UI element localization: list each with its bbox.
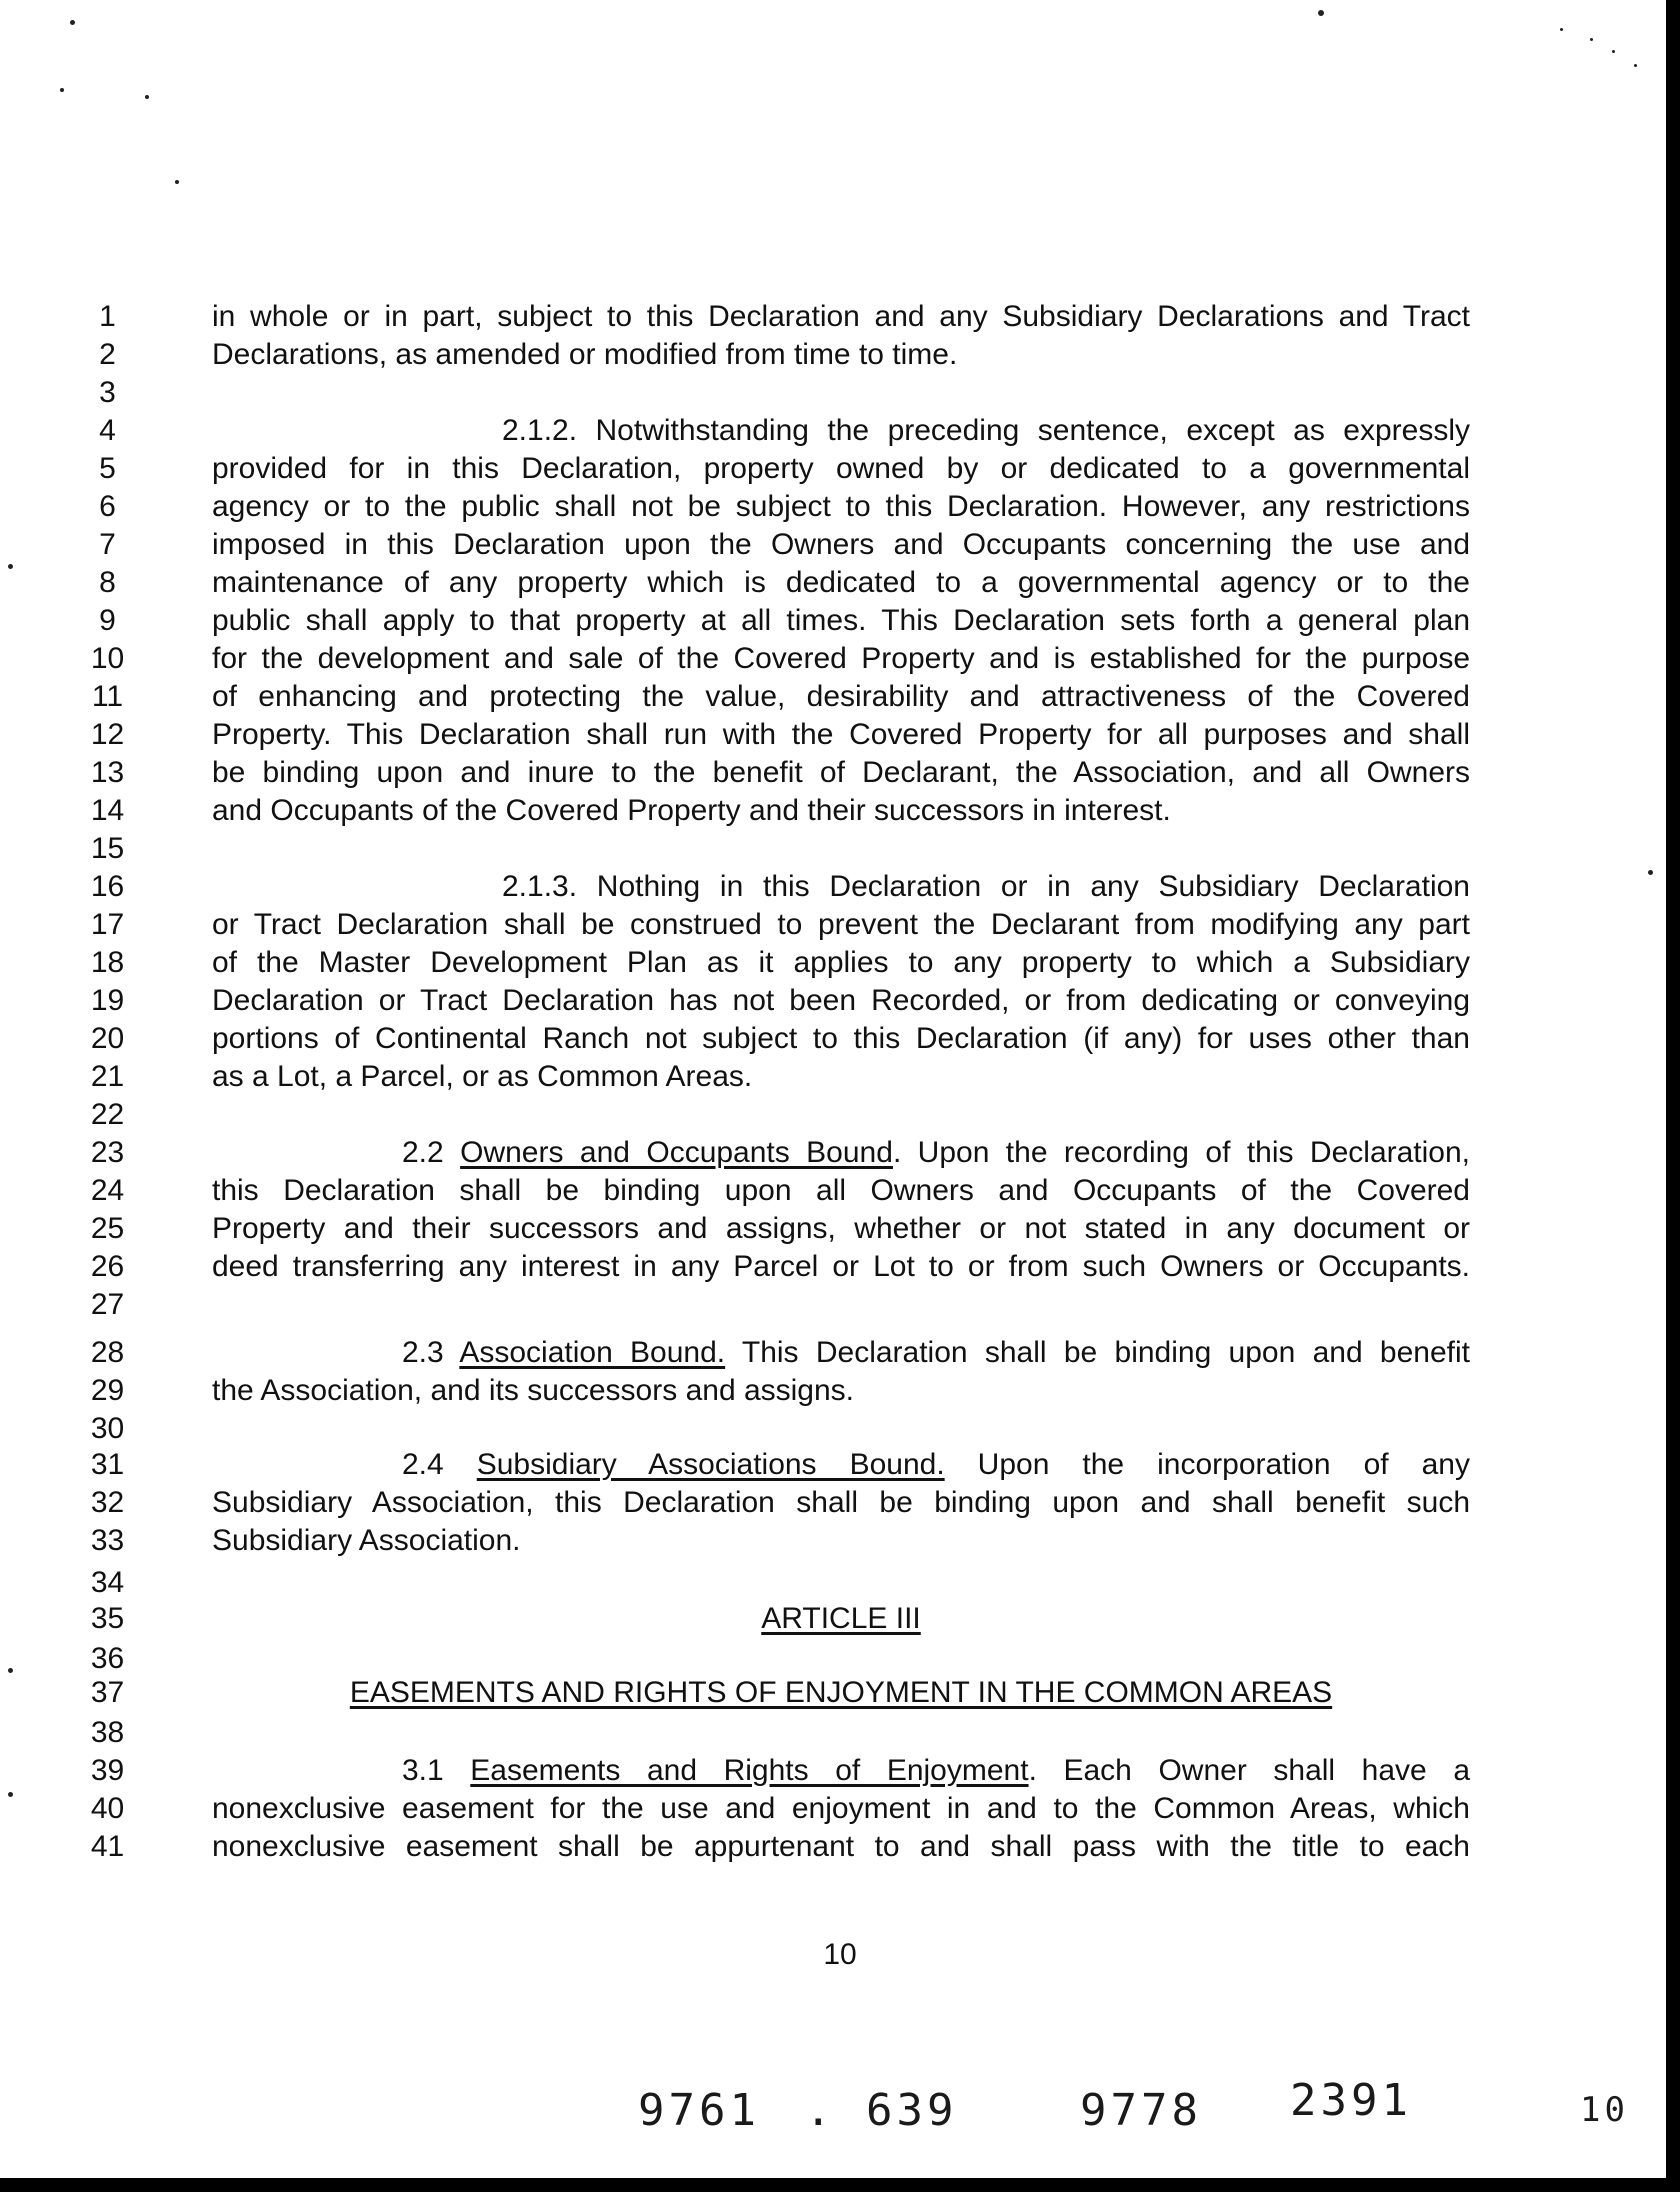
- scan-speck: [1560, 28, 1563, 31]
- line-row-20: [0, 1020, 1680, 1058]
- line-number: 38: [90, 1716, 125, 1749]
- page-number: 10: [823, 1938, 857, 1971]
- section-text: This Declaration shall be binding upon and benefit: [725, 1336, 1470, 1369]
- line-number: 18: [90, 946, 125, 979]
- section-heading: Association Bound.: [459, 1336, 726, 1369]
- line-row-29: [0, 1372, 1680, 1410]
- line-number: 3: [99, 376, 116, 409]
- line-text: maintenance of any property which is dedicated to a governmental agency or to the: [212, 566, 1470, 599]
- line-row-32: [0, 1484, 1680, 1522]
- line-row-18: [0, 944, 1680, 982]
- line-number: 2: [99, 338, 116, 371]
- line-number: 41: [90, 1830, 125, 1863]
- line-number: 28: [90, 1336, 125, 1369]
- line-row-23: [0, 1134, 1680, 1172]
- line-number: 39: [90, 1754, 125, 1787]
- line-text: be binding upon and inure to the benefit of Declarant, the Association, and all Owners: [212, 756, 1470, 789]
- line-row-6: [0, 488, 1680, 526]
- scan-speck: [8, 1792, 13, 1797]
- line-row-9: [0, 602, 1680, 640]
- line-text: nonexclusive easement for the use and enjoyment in and to the Common Areas, which: [212, 1792, 1470, 1825]
- scan-speck: [1612, 50, 1615, 53]
- line-number: 7: [99, 528, 116, 561]
- line-number: 22: [90, 1098, 125, 1131]
- line-number: 31: [90, 1448, 125, 1481]
- section-number: 2.2: [402, 1136, 461, 1169]
- line-text: for the development and sale of the Covered Property and is established for the purpose: [212, 642, 1470, 675]
- scan-speck: [145, 95, 149, 99]
- line-row-33: [0, 1522, 1680, 1560]
- line-row-28: [0, 1334, 1680, 1372]
- line-number: 32: [90, 1486, 125, 1519]
- line-row-36: [0, 1640, 1680, 1678]
- line-row-13: [0, 754, 1680, 792]
- line-number: 25: [90, 1212, 125, 1245]
- scan-speck: [1634, 64, 1637, 67]
- line-number: 15: [90, 832, 125, 865]
- line-text: [402, 1446, 1470, 1484]
- bates-stamp-4: 2391: [1290, 2075, 1412, 2126]
- line-number: 21: [90, 1060, 125, 1093]
- bates-stamp-2: . 639: [805, 2085, 958, 2136]
- line-row-35: [0, 1600, 1680, 1638]
- line-row-2: [0, 336, 1680, 374]
- line-row-27: [0, 1286, 1680, 1324]
- line-row-31: [0, 1446, 1680, 1484]
- scan-speck: [1318, 10, 1324, 16]
- line-number: 26: [90, 1250, 125, 1283]
- line-row-14: [0, 792, 1680, 830]
- line-text: nonexclusive easement shall be appurtenant to and shall pass with the title to each: [212, 1830, 1470, 1863]
- line-row-19: [0, 982, 1680, 1020]
- line-number: 23: [90, 1136, 125, 1169]
- line-number: 40: [90, 1792, 125, 1825]
- line-row-26: [0, 1248, 1680, 1286]
- line-number: 36: [90, 1642, 125, 1675]
- line-number: 1: [99, 300, 116, 333]
- section-heading: Easements and Rights of Enjoyment: [470, 1754, 1029, 1787]
- line-number: 24: [90, 1174, 125, 1207]
- line-text: deed transferring any interest in any Parcel or Lot to or from such Owners or Occupants.: [212, 1250, 1470, 1283]
- line-row-5: [0, 450, 1680, 488]
- line-number: 33: [90, 1524, 125, 1557]
- line-row-39: [0, 1752, 1680, 1790]
- section-number: 2.3: [402, 1336, 460, 1369]
- line-row-25: [0, 1210, 1680, 1248]
- line-row-30: [0, 1410, 1680, 1448]
- line-number: 12: [90, 718, 125, 751]
- line-text: Subsidiary Association.: [212, 1524, 521, 1557]
- article-heading: EASEMENTS AND RIGHTS OF ENJOYMENT IN THE COMMON AREAS: [349, 1676, 1333, 1709]
- article-title: ARTICLE III: [761, 1602, 921, 1635]
- scan-speck: [70, 20, 75, 25]
- line-text: Property and their successors and assigns, whether or not stated in any document or: [212, 1212, 1470, 1245]
- line-row-34: [0, 1564, 1680, 1602]
- line-row-40: [0, 1790, 1680, 1828]
- line-number: 34: [90, 1566, 125, 1599]
- line-text: of the Master Development Plan as it applies to any property to which a Subsidiary: [212, 946, 1470, 979]
- line-row-24: [0, 1172, 1680, 1210]
- line-number: 14: [90, 794, 125, 827]
- line-row-22: [0, 1096, 1680, 1134]
- scan-speck: [8, 564, 13, 569]
- line-row-3: [0, 374, 1680, 412]
- line-row-41: [0, 1828, 1680, 1866]
- line-number: 6: [99, 490, 116, 523]
- line-number: 19: [90, 984, 125, 1017]
- line-text: Subsidiary Association, this Declaration shall be binding upon and shall benefit such: [212, 1486, 1470, 1519]
- line-text: Declaration or Tract Declaration has not been Recorded, or from dedicating or conveying: [212, 984, 1470, 1017]
- line-text: public shall apply to that property at all times. This Declaration sets forth a general plan: [212, 604, 1470, 637]
- line-number: 16: [90, 870, 125, 903]
- line-text: in whole or in part, subject to this Declaration and any Subsidiary Declarations and Tract: [212, 300, 1470, 333]
- section-heading: Subsidiary Associations Bound.: [476, 1448, 945, 1481]
- line-text: [402, 1134, 1470, 1172]
- line-row-11: [0, 678, 1680, 716]
- line-number: 29: [90, 1374, 125, 1407]
- line-text: Declarations, as amended or modified from time to time.: [212, 338, 958, 371]
- line-number: 10: [90, 642, 125, 675]
- line-number: 30: [90, 1412, 125, 1445]
- line-text: imposed in this Declaration upon the Owners and Occupants concerning the use and: [212, 528, 1470, 561]
- scan-speck: [175, 180, 179, 184]
- section-heading: Owners and Occupants Bound: [460, 1136, 893, 1169]
- line-text: and Occupants of the Covered Property and their successors in interest.: [212, 794, 1171, 827]
- line-row-37: [0, 1674, 1680, 1712]
- line-row-15: [0, 830, 1680, 868]
- line-number: 9: [99, 604, 116, 637]
- line-row-17: [0, 906, 1680, 944]
- line-text: 2.1.2. Notwithstanding the preceding sentence, except as expressly: [502, 414, 1470, 447]
- scan-speck: [1590, 38, 1593, 41]
- line-number: 4: [99, 414, 116, 447]
- line-row-4: [0, 412, 1680, 450]
- line-text: [402, 1752, 1470, 1790]
- line-text: agency or to the public shall not be subject to this Declaration. However, any restrictions: [212, 490, 1470, 523]
- section-text: Upon the incorporation of any: [944, 1448, 1470, 1481]
- line-text: as a Lot, a Parcel, or as Common Areas.: [212, 1060, 753, 1093]
- line-row-21: [0, 1058, 1680, 1096]
- line-text: 2.1.3. Nothing in this Declaration or in any Subsidiary Declaration: [502, 870, 1470, 903]
- line-row-7: [0, 526, 1680, 564]
- line-number: 8: [99, 566, 116, 599]
- line-row-16: [0, 868, 1680, 906]
- line-number: 35: [90, 1602, 125, 1635]
- section-text: . Upon the recording of this Declaration,: [892, 1136, 1471, 1169]
- bates-stamp-1: 9761: [638, 2085, 760, 2136]
- line-row-8: [0, 564, 1680, 602]
- line-text: of enhancing and protecting the value, desirability and attractiveness of the Covered: [212, 680, 1470, 713]
- line-text: this Declaration shall be binding upon all Owners and Occupants of the Covered: [212, 1174, 1470, 1207]
- line-text: provided for in this Declaration, property owned by or dedicated to a governmental: [212, 452, 1470, 485]
- line-row-38: [0, 1714, 1680, 1752]
- line-text: [402, 1334, 1470, 1372]
- line-number: 37: [90, 1676, 125, 1709]
- line-number: 13: [90, 756, 125, 789]
- line-text: or Tract Declaration shall be construed to prevent the Declarant from modifying any part: [212, 908, 1470, 941]
- bates-stamp-3: 9778: [1080, 2085, 1202, 2136]
- page-stamp: 10: [1580, 2090, 1629, 2130]
- scan-speck: [1648, 870, 1653, 875]
- line-row-10: [0, 640, 1680, 678]
- line-number: 20: [90, 1022, 125, 1055]
- line-text: portions of Continental Ranch not subject to this Declaration (if any) for uses other than: [212, 1022, 1470, 1055]
- section-number: 2.4: [402, 1448, 477, 1481]
- section-text: . Each Owner shall have a: [1028, 1754, 1470, 1787]
- line-row-12: [0, 716, 1680, 754]
- line-row-1: [0, 298, 1680, 336]
- line-number: 11: [91, 680, 124, 713]
- line-text: the Association, and its successors and assigns.: [212, 1374, 855, 1407]
- scan-speck: [8, 1668, 13, 1673]
- line-number: 5: [99, 452, 116, 485]
- line-text: Property. This Declaration shall run with the Covered Property for all purposes and shall: [212, 718, 1470, 751]
- section-number: 3.1: [402, 1754, 471, 1787]
- scan-speck: [60, 88, 64, 92]
- line-number: 27: [90, 1288, 125, 1321]
- line-number: 17: [90, 908, 125, 941]
